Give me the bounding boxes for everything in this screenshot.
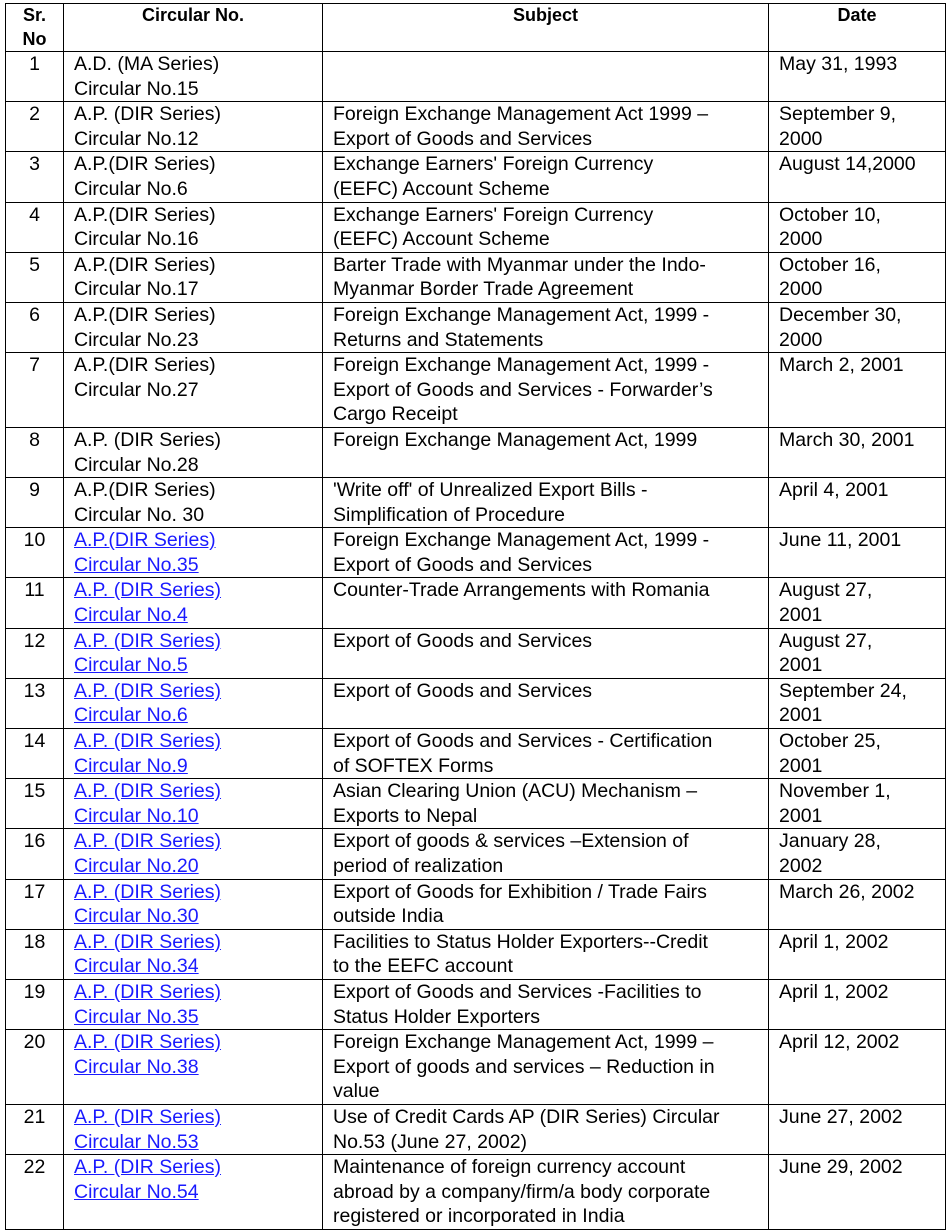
table-row [6, 427, 946, 477]
subject-cell: Foreign Exchange Management Act 1999 – Export of Goods and Services [323, 102, 769, 152]
table-row [6, 202, 946, 252]
circular-no-cell [64, 678, 323, 728]
circular-no-cell [64, 628, 323, 678]
date-cell: June 11, 2001 [769, 528, 946, 578]
table-row [6, 52, 946, 102]
sr-no-cell: 18 [6, 929, 64, 979]
circular-link[interactable]: A.P. (DIR Series) Circular No.38 [74, 1031, 222, 1078]
circular-no-cell [64, 1104, 323, 1154]
date-cell: March 26, 2002 [769, 879, 946, 929]
table-row [6, 353, 946, 428]
circular-link[interactable]: A.P. (DIR Series) Circular No.54 [74, 1156, 222, 1203]
table-row [6, 1030, 946, 1105]
table-row [6, 152, 946, 202]
table-row [6, 302, 946, 352]
circular-link[interactable]: A.P. (DIR Series) Circular No.9 [74, 730, 222, 777]
date-cell: August 14,2000 [769, 152, 946, 202]
subject-cell: Export of goods & services –Extension of period of realization [323, 829, 769, 879]
circular-link[interactable]: A.P. (DIR Series) Circular No.34 [74, 930, 222, 978]
date-cell: September 24, 2001 [769, 678, 946, 728]
circular-link[interactable]: A.P. (DIR Series) Circular No.10 [74, 780, 222, 827]
sr-no-cell: 1 [6, 52, 64, 102]
circular-no-cell [64, 779, 323, 829]
date-cell: October 10, 2000 [769, 202, 946, 252]
header-date: Date [769, 4, 946, 52]
subject-cell: Asian Clearing Union (ACU) Mechanism – Exports to Nepal [323, 779, 769, 829]
table-row [6, 929, 946, 979]
circular-no-cell [64, 1030, 323, 1105]
circular-link[interactable]: A.P. (DIR Series) Circular No.4 [74, 579, 222, 627]
circular-no-cell: A.P. (DIR Series) Circular No.28 [64, 427, 323, 477]
circular-no-cell: A.P.(DIR Series) Circular No. 30 [64, 478, 323, 528]
sr-no-cell: 3 [6, 152, 64, 202]
subject-cell: Export of Goods for Exhibition / Trade Fairs outside India [323, 879, 769, 929]
sr-no-cell: 13 [6, 678, 64, 728]
sr-no-cell: 2 [6, 102, 64, 152]
subject-cell: Foreign Exchange Management Act, 1999 - Export of Goods and Services - Forwarder’s Cargo Receipt [323, 353, 769, 428]
date-cell: September 9, 2000 [769, 102, 946, 152]
circular-no-cell: A.P. (DIR Series) Circular No.12 [64, 102, 323, 152]
header-row [6, 4, 946, 52]
sr-no-cell: 9 [6, 478, 64, 528]
table-row [6, 779, 946, 829]
circular-link[interactable]: A.P. (DIR Series) Circular No.30 [74, 880, 222, 928]
circular-no-cell: A.P.(DIR Series) Circular No.6 [64, 152, 323, 202]
sr-no-cell: 12 [6, 628, 64, 678]
sr-no-cell: 15 [6, 779, 64, 829]
table-row [6, 252, 946, 302]
circular-no-cell: A.P.(DIR Series) Circular No.27 [64, 353, 323, 428]
table-row [6, 729, 946, 779]
circular-no-cell: A.P.(DIR Series) Circular No.23 [64, 302, 323, 352]
circular-no-cell [64, 578, 323, 628]
date-cell: April 1, 2002 [769, 979, 946, 1029]
circular-link[interactable]: A.P. (DIR Series) Circular No.5 [74, 629, 222, 677]
table-row [6, 1104, 946, 1154]
date-cell: May 31, 1993 [769, 52, 946, 102]
subject-cell [323, 52, 769, 102]
sr-no-cell: 20 [6, 1030, 64, 1105]
subject-cell: Use of Credit Cards AP (DIR Series) Circular No.53 (June 27, 2002) [323, 1104, 769, 1154]
circular-no-cell [64, 729, 323, 779]
date-cell: November 1, 2001 [769, 779, 946, 829]
date-cell: December 30, 2000 [769, 302, 946, 352]
header-sr-no: Sr. No [6, 4, 64, 52]
subject-cell: Foreign Exchange Management Act, 1999 [323, 427, 769, 477]
subject-cell: Foreign Exchange Management Act, 1999 - Export of Goods and Services [323, 528, 769, 578]
circular-link[interactable]: A.P. (DIR Series) Circular No.35 [74, 980, 222, 1028]
table-row [6, 979, 946, 1029]
date-cell: June 29, 2002 [769, 1155, 946, 1230]
circular-link[interactable]: A.P.(DIR Series) Circular No.35 [74, 529, 216, 576]
circular-no-cell [64, 929, 323, 979]
subject-cell: Export of Goods and Services [323, 678, 769, 728]
circular-link[interactable]: A.P. (DIR Series) Circular No.6 [74, 679, 222, 727]
table-row [6, 478, 946, 528]
date-cell: October 16, 2000 [769, 252, 946, 302]
subject-cell: Exchange Earners' Foreign Currency (EEFC) Account Scheme [323, 202, 769, 252]
circulars-table [5, 3, 946, 1230]
table-row [6, 528, 946, 578]
circular-no-cell [64, 829, 323, 879]
subject-cell: Exchange Earners' Foreign Currency (EEFC) Account Scheme [323, 152, 769, 202]
circular-no-cell [64, 979, 323, 1029]
circular-no-cell [64, 528, 323, 578]
sr-no-cell: 14 [6, 729, 64, 779]
sr-no-cell: 21 [6, 1104, 64, 1154]
sr-no-cell: 4 [6, 202, 64, 252]
sr-no-cell: 10 [6, 528, 64, 578]
header-subject: Subject [323, 4, 769, 52]
sr-no-cell: 7 [6, 353, 64, 428]
sr-no-cell: 19 [6, 979, 64, 1029]
table-row [6, 829, 946, 879]
subject-cell: Barter Trade with Myanmar under the Indo- Myanmar Border Trade Agreement [323, 252, 769, 302]
subject-cell: 'Write off' of Unrealized Export Bills - Simplification of Procedure [323, 478, 769, 528]
sr-no-cell: 5 [6, 252, 64, 302]
sr-no-cell: 17 [6, 879, 64, 929]
date-cell: January 28, 2002 [769, 829, 946, 879]
sr-no-cell: 8 [6, 427, 64, 477]
table-row [6, 1155, 946, 1230]
header-circular-no: Circular No. [64, 4, 323, 52]
date-cell: June 27, 2002 [769, 1104, 946, 1154]
table-row [6, 879, 946, 929]
date-cell: March 2, 2001 [769, 353, 946, 428]
table-row [6, 628, 946, 678]
subject-cell: Foreign Exchange Management Act, 1999 – Export of goods and services – Reduction in value [323, 1030, 769, 1105]
date-cell: April 4, 2001 [769, 478, 946, 528]
sr-no-cell: 16 [6, 829, 64, 879]
subject-cell: Maintenance of foreign currency account abroad by a company/firm/a body corporate registered or incorporated in India [323, 1155, 769, 1230]
circular-no-cell: A.P.(DIR Series) Circular No.17 [64, 252, 323, 302]
circular-link[interactable]: A.P. (DIR Series) Circular No.53 [74, 1105, 222, 1153]
date-cell: April 1, 2002 [769, 929, 946, 979]
circular-no-cell: A.P.(DIR Series) Circular No.16 [64, 202, 323, 252]
table-row [6, 678, 946, 728]
subject-cell: Export of Goods and Services [323, 628, 769, 678]
date-cell: October 25, 2001 [769, 729, 946, 779]
subject-cell: Counter-Trade Arrangements with Romania [323, 578, 769, 628]
table-row [6, 102, 946, 152]
date-cell: March 30, 2001 [769, 427, 946, 477]
subject-cell: Foreign Exchange Management Act, 1999 - Returns and Statements [323, 302, 769, 352]
sr-no-cell: 22 [6, 1155, 64, 1230]
circular-no-cell [64, 879, 323, 929]
circular-no-cell: A.D. (MA Series) Circular No.15 [64, 52, 323, 102]
subject-cell: Export of Goods and Services - Certification of SOFTEX Forms [323, 729, 769, 779]
circular-link[interactable]: A.P. (DIR Series) Circular No.20 [74, 830, 222, 877]
date-cell: April 12, 2002 [769, 1030, 946, 1105]
subject-cell: Facilities to Status Holder Exporters--Credit to the EEFC account [323, 929, 769, 979]
circular-no-cell [64, 1155, 323, 1230]
sr-no-cell: 6 [6, 302, 64, 352]
subject-cell: Export of Goods and Services -Facilities to Status Holder Exporters [323, 979, 769, 1029]
table-row [6, 578, 946, 628]
sr-no-cell: 11 [6, 578, 64, 628]
date-cell: August 27, 2001 [769, 628, 946, 678]
date-cell: August 27, 2001 [769, 578, 946, 628]
